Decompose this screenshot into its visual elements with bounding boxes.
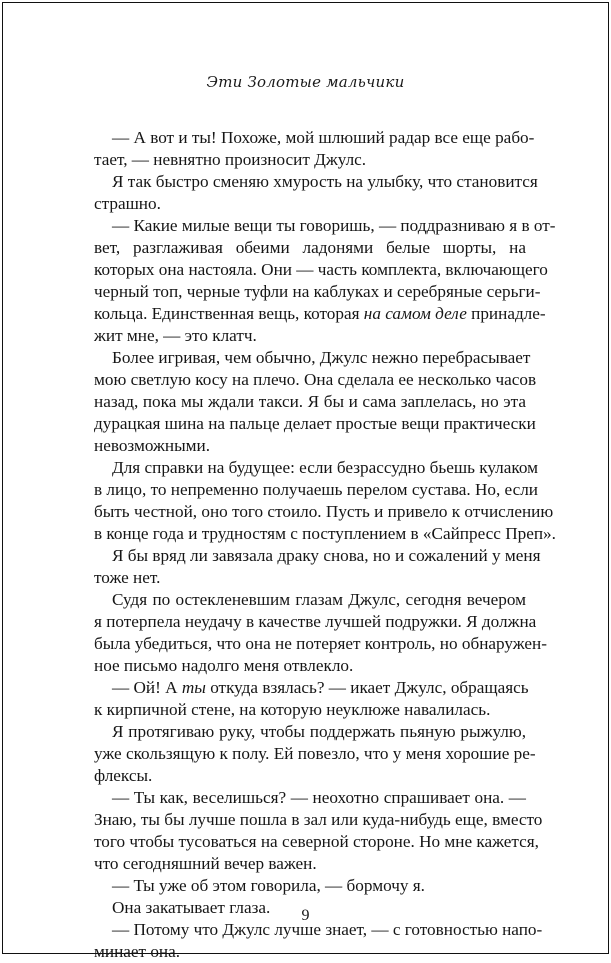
text-run: Для справки на будущее: если безрассудно бьешь кулаком: [112, 458, 538, 477]
text-run: — А вот и ты! Похоже, мой шлюший радар все еще рабо-: [112, 128, 535, 147]
text-run: я потерпела неудачу в качестве лучшей подружки. Я должна: [94, 612, 537, 631]
text-line: [94, 699, 526, 721]
text-run: Я так быстро сменяю хмурость на улыбку, что становится: [112, 172, 538, 191]
text-run: кольца. Единственная вещь, которая: [94, 304, 364, 323]
text-line: [94, 567, 526, 589]
text-line: [94, 347, 531, 369]
text-run: Знаю, ты бы лучше пошла в зал или куда-нибудь еще, вместо: [94, 810, 543, 829]
text-run: к кирпичной стене, на которую неуклюже навалилась.: [94, 700, 491, 719]
text-run: вет, разглаживая обеими ладонями белые шорты, на: [94, 238, 526, 257]
text-line: [94, 677, 529, 699]
text-line: [94, 941, 526, 963]
text-run: в конце года и трудностям с поступлением в «Сайпресс Преп».: [94, 524, 556, 543]
text-run: Я бы вряд ли завязала драку снова, но и сожалений у меня: [112, 546, 541, 565]
text-line: [94, 765, 526, 787]
text-run: что сегодняшний вечер важен.: [94, 854, 317, 873]
text-line: [94, 721, 526, 743]
text-line: [94, 589, 526, 611]
text-run: уже скользящую к полу. Ей повезло, что у меня хорошие ре-: [94, 744, 536, 763]
text-run: дурацкая шина на пальце делает простые вещи практически: [94, 414, 536, 433]
body-text: [94, 127, 556, 963]
text-line: [94, 413, 536, 435]
text-line: [94, 523, 556, 545]
text-line: [94, 215, 556, 237]
text-run: тает, — невнятно произносит Джулс.: [94, 150, 367, 169]
text-run: страшно.: [94, 194, 161, 213]
text-run: Я протягиваю руку, чтобы поддержать пьяную рыжулю,: [112, 722, 526, 741]
text-line: [94, 325, 526, 347]
text-line: [94, 501, 554, 523]
text-run: — Какие милые вещи ты говоришь, — поддразниваю я в от-: [112, 216, 556, 235]
text-run: — Потому что Джулс лучше знает, — с готовностью напо-: [112, 920, 543, 939]
text-line: [94, 237, 526, 259]
text-run: — Ой! А: [112, 678, 182, 697]
text-run: которых она настояла. Они — часть комплекта, включающего: [94, 260, 548, 279]
text-line: [94, 259, 548, 281]
text-line: [94, 831, 539, 853]
book-page: [2, 2, 609, 961]
text-run: быть честной, оно того стоило. Пусть и привело к отчислению: [94, 502, 554, 521]
text-run: назад, пока мы ждали такси. Я бы и сама заплелась, но эта: [94, 392, 526, 411]
text-line: [94, 545, 541, 567]
text-line: [94, 743, 536, 765]
text-run: того чтобы тусоваться на северной стороне. Но мне кажется,: [94, 832, 539, 851]
text-run: — Ты как, веселишься? — неохотно спрашивает она. —: [112, 788, 526, 807]
italic-phrase: на самом деле: [363, 304, 467, 323]
text-run: откуда взялась? — икает Джулс, обращаясь: [205, 678, 529, 697]
text-line: [94, 193, 526, 215]
text-line: [94, 171, 538, 193]
text-run: Более игривая, чем обычно, Джулс нежно перебрасывает: [112, 348, 531, 367]
page-number: 9: [301, 907, 310, 924]
text-line: [94, 281, 541, 303]
text-run: невозможными.: [94, 436, 210, 455]
text-line: [94, 875, 526, 897]
text-run: минает она.: [94, 942, 181, 961]
text-run: тоже нет.: [94, 568, 161, 587]
text-line: [94, 149, 526, 171]
italic-phrase: ты: [181, 678, 206, 697]
text-line: [94, 391, 526, 413]
text-line: [94, 853, 526, 875]
text-run: флексы.: [94, 766, 153, 785]
text-run: ное письмо надолго меня отвлекло.: [94, 656, 354, 675]
text-line: [94, 809, 543, 831]
text-line: [94, 655, 526, 677]
text-run: жит мне, — это клатч.: [94, 326, 257, 345]
text-line: [94, 369, 537, 391]
text-line: [94, 633, 547, 655]
text-line: [94, 303, 546, 325]
text-run: Судя по остекленевшим глазам Джулс, сегодня вечером: [112, 590, 526, 609]
text-run: в лицо, то непременно получаешь перелом сустава. Но, если: [94, 480, 539, 499]
text-line: [94, 457, 538, 479]
text-run: Она закатывает глаза.: [112, 898, 271, 917]
text-run: мою светлую косу на плечо. Она сделала ее несколько часов: [94, 370, 537, 389]
text-line: [94, 127, 535, 149]
text-run: принадле-: [466, 304, 546, 323]
text-line: [94, 435, 526, 457]
text-run: черный топ, черные туфли на каблуках и серебряные серьги-: [94, 282, 541, 301]
text-line: [94, 479, 539, 501]
text-run: — Ты уже об этом говорила, — бормочу я.: [112, 876, 425, 895]
text-run: была убедиться, что она не потеряет контроль, но обнаружен-: [94, 634, 547, 653]
running-head: Эти Золотые мальчики: [206, 73, 405, 91]
text-line: [94, 787, 526, 809]
text-line: [94, 611, 537, 633]
